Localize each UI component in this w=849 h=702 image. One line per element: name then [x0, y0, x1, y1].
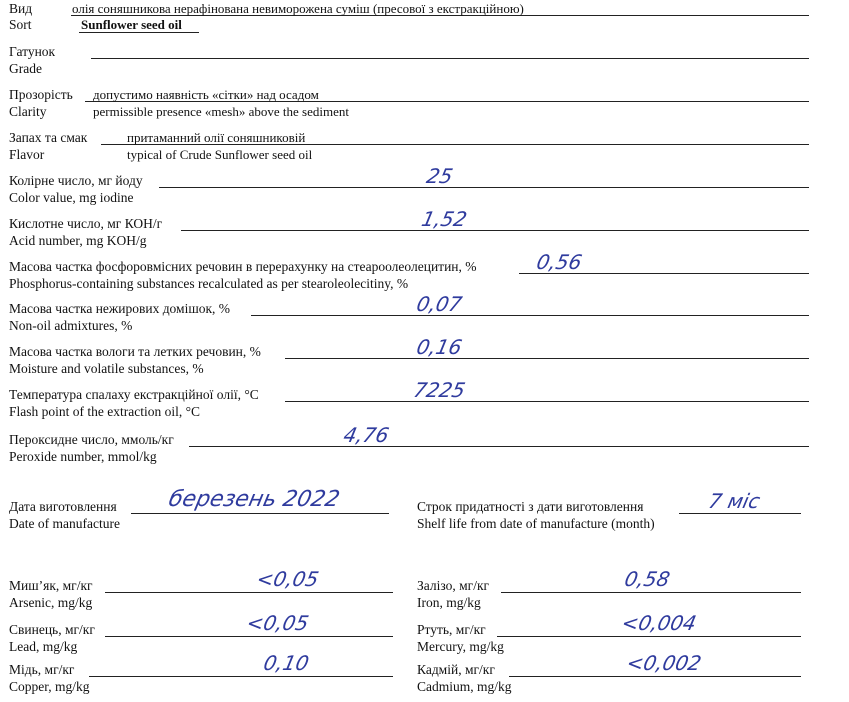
color-value-label-en: Color value, mg iodine	[9, 190, 134, 205]
sort-value: Sunflower seed oil	[81, 17, 182, 32]
copper-underline	[89, 676, 393, 677]
copper-label-en: Copper, mg/kg	[9, 679, 90, 694]
shelf-life-label-en: Shelf life from date of manufacture (month)	[417, 516, 655, 531]
non-oil-value: 0,07	[414, 292, 465, 316]
grade-label-en: Grade	[9, 61, 42, 76]
flavor-label-ua: Запах та смак	[9, 130, 88, 145]
non-oil-label-ua: Масова частка нежирових домішок, %	[9, 301, 231, 316]
mercury-value: <0,004	[619, 611, 699, 635]
acid-number-value: 1,52	[419, 207, 470, 231]
color-value-underline	[159, 187, 809, 188]
manufacture-date-label-en: Date of manufacture	[9, 516, 120, 531]
flash-point-row	[9, 378, 809, 427]
shelf-life-label-ua: Строк придатності з дати виготовлення	[417, 499, 644, 514]
flavor-row	[9, 130, 809, 170]
mercury-row	[417, 611, 802, 662]
lead-value: <0,05	[244, 611, 311, 635]
moisture-label-ua: Масова частка вологи та летких речовин, %	[9, 344, 261, 359]
clarity-value-ua: допустимо наявність «сітки» над осадом	[93, 87, 319, 102]
mercury-label-ua: Ртуть, мг/кг	[417, 622, 486, 637]
cadmium-value: <0,002	[624, 651, 704, 675]
sort-label: Sort	[9, 17, 32, 32]
lead-row	[9, 611, 401, 662]
cadmium-label-ua: Кадмій, мг/кг	[417, 662, 495, 677]
copper-value: 0,10	[261, 651, 312, 675]
manufacture-date-row	[9, 487, 399, 539]
lead-label-en: Lead, mg/kg	[9, 639, 78, 654]
manufacture-date-underline	[131, 513, 389, 514]
iron-underline	[501, 592, 801, 593]
flash-point-label-en: Flash point of the extraction oil, °C	[9, 404, 200, 419]
acid-number-label-ua: Кислотне число, мг КОН/г	[9, 216, 163, 231]
peroxide-label-ua: Пероксидне число, ммоль/кг	[9, 432, 174, 447]
manufacture-date-label-ua: Дата виготовлення	[9, 499, 117, 514]
iron-label-en: Iron, mg/kg	[417, 595, 481, 610]
flavor-value-ua: притаманний олії соняшниковій	[127, 130, 306, 145]
flash-point-value: 7225	[411, 378, 468, 402]
grade-label-ua: Гатунок	[9, 44, 56, 59]
peroxide-label-en: Peroxide number, mmol/kg	[9, 449, 157, 464]
flash-point-label-ua: Температура спалаху екстракційної олії, °С	[9, 387, 259, 402]
clarity-label-en: Clarity	[9, 104, 47, 119]
peroxide-row	[9, 423, 809, 472]
arsenic-row	[9, 567, 401, 618]
copper-row	[9, 651, 401, 702]
iron-row	[417, 567, 802, 618]
flavor-value-en: typical of Crude Sunflower seed oil	[127, 147, 313, 162]
clarity-value-en: permissible presence «mesh» above the sediment	[93, 104, 349, 119]
iron-value: 0,58	[622, 567, 673, 591]
cadmium-label-en: Cadmium, mg/kg	[417, 679, 512, 694]
peroxide-value: 4,76	[341, 423, 392, 447]
type-value: олія соняшникова нерафінована невиморожена суміш (пресової з екстракційною)	[72, 1, 524, 16]
copper-label-ua: Мідь, мг/кг	[9, 662, 75, 677]
arsenic-label-en: Arsenic, mg/kg	[9, 595, 93, 610]
peroxide-underline	[189, 446, 809, 447]
non-oil-row	[9, 292, 809, 341]
shelf-life-value: 7 міс	[706, 489, 763, 513]
mercury-label-en: Mercury, mg/kg	[417, 639, 504, 654]
type-label: Вид	[9, 1, 33, 16]
phosphorus-label-ua: Масова частка фосфоровмісних речовин в перерахунку на стеароолеолецитин, %	[9, 259, 477, 274]
color-value-row	[9, 164, 809, 213]
cadmium-underline	[509, 676, 801, 677]
color-value-value: 25	[424, 164, 456, 188]
moisture-underline	[285, 358, 809, 359]
cadmium-row	[417, 651, 802, 702]
phosphorus-row	[9, 250, 809, 299]
manufacture-date-value: березень 2022	[166, 487, 342, 512]
shelf-life-row	[417, 489, 809, 539]
iron-label-ua: Залізо, мг/кг	[417, 578, 490, 593]
clarity-label-ua: Прозорість	[9, 87, 73, 102]
lead-label-ua: Свинець, мг/кг	[9, 622, 95, 637]
grade-row	[9, 44, 809, 84]
non-oil-underline	[251, 315, 809, 316]
acid-number-row	[9, 207, 809, 256]
moisture-row	[9, 335, 809, 384]
phosphorus-label-en: Phosphorus-containing substances recalculated as per stearoleolecitiny, %	[9, 276, 409, 291]
flavor-label-en: Flavor	[9, 147, 45, 162]
color-value-label-ua: Колірне число, мг йоду	[9, 173, 143, 188]
arsenic-value: <0,05	[254, 567, 321, 591]
arsenic-label-ua: Миш’як, мг/кг	[9, 578, 93, 593]
acid-number-underline	[181, 230, 809, 231]
phosphorus-value: 0,56	[534, 250, 585, 274]
shelf-life-underline	[679, 513, 801, 514]
moisture-value: 0,16	[414, 335, 465, 359]
clarity-row	[9, 87, 809, 127]
non-oil-label-en: Non-oil admixtures, %	[9, 318, 133, 333]
moisture-label-en: Moisture and volatile substances, %	[9, 361, 204, 376]
lead-underline	[105, 636, 393, 637]
type-row	[9, 1, 809, 35]
mercury-underline	[497, 636, 801, 637]
grade-underline	[91, 58, 809, 59]
flash-point-underline	[285, 401, 809, 402]
arsenic-underline	[105, 592, 393, 593]
acid-number-label-en: Acid number, mg KOH/g	[9, 233, 147, 248]
